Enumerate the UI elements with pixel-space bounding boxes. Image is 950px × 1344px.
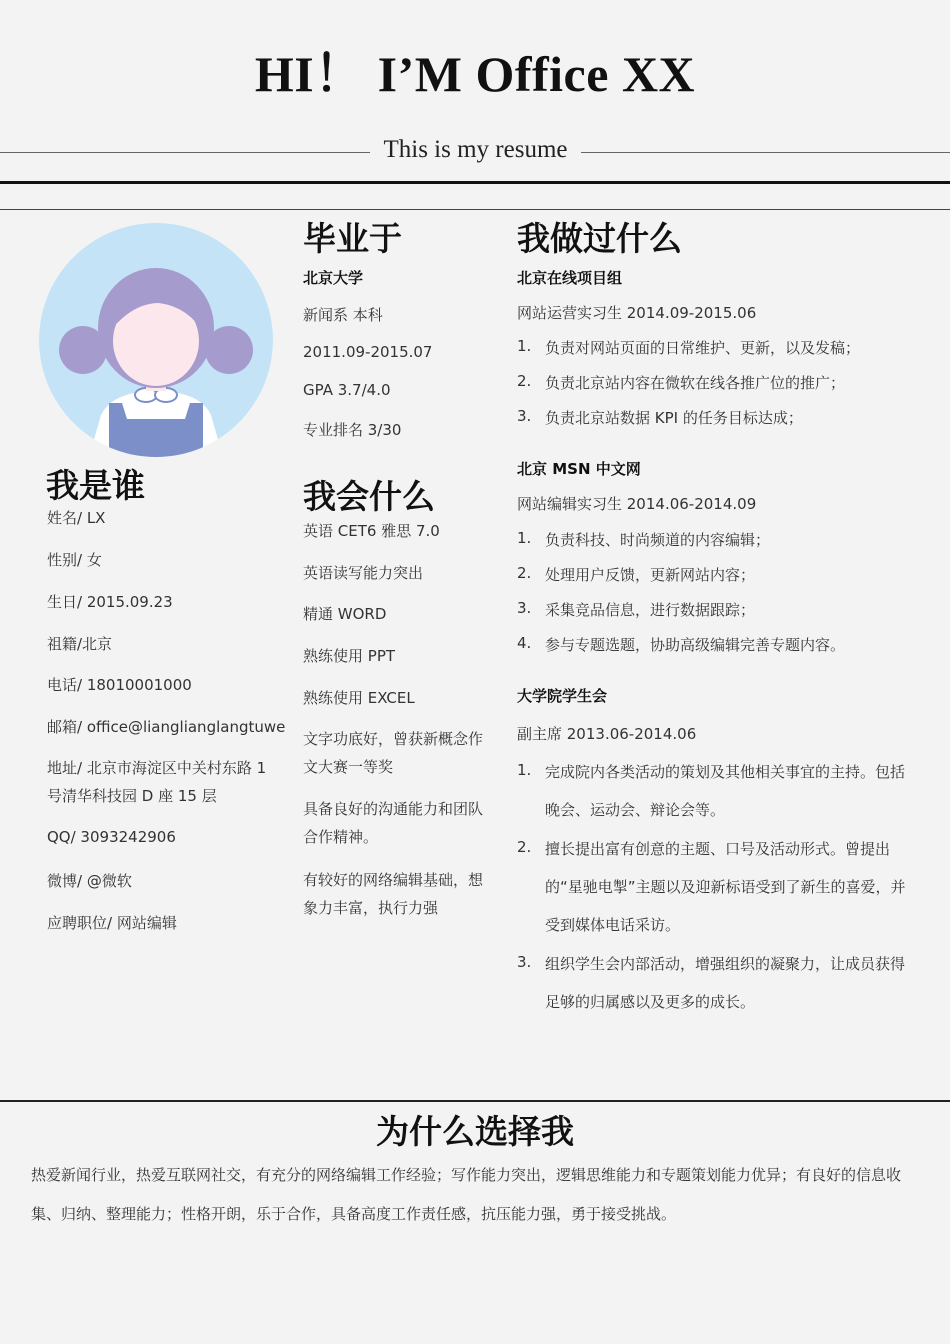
who-qq: QQ/ 3093242906 [47,828,176,846]
job-duty-text: 参与专题选题，协助高级编辑完善专题内容。 [545,636,846,654]
job-duty-number: 3. [517,953,532,971]
who-phone: 电话/ 18010001000 [47,676,192,694]
skill-english-rw: 英语读写能力突出 [303,564,424,582]
why-heading: 为什么选择我 [376,1112,574,1151]
skill-english-cert: 英语 CET6 雅思 7.0 [303,522,440,540]
education-gpa: GPA 3.7/4.0 [303,381,391,399]
skill-word: 精通 WORD [303,605,387,623]
job-role: 网站编辑实习生 2014.06-2014.09 [517,495,757,513]
job-org: 北京 MSN 中文网 [517,460,641,478]
who-name: 姓名/ LX [47,509,106,527]
job-duty-number: 2. [517,838,532,856]
job-duty-number: 3. [517,407,532,425]
job-duty-text: 擅长提出富有创意的主题、口号及活动形式。曾提出的“星驰电掣”主题以及迎新标语受到了新生的喜爱，并受到媒体电话采访。 [545,840,906,934]
resume-subtitle: This is my resume [383,136,568,163]
skill-excel: 熟练使用 EXCEL [303,689,415,707]
skill-editing: 有较好的网络编辑基础，想象力丰富，执行力强 [303,871,484,917]
resume-title: HI！ I’M Office XX [254,46,696,102]
footer-divider [0,1100,950,1102]
who-weibo: 微博/ @微软 [47,872,132,890]
job-role: 网站运营实习生 2014.09-2015.06 [517,304,757,322]
job-duty-number: 2. [517,564,532,582]
who-position: 应聘职位/ 网站编辑 [47,914,177,932]
job-duty-text: 采集竞品信息，进行数据跟踪； [545,601,756,619]
job-duty-number: 1. [517,761,532,779]
job-duty-text: 处理用户反馈，更新网站内容； [545,566,756,584]
job-duty-text: 负责北京站内容在微软在线各推广位的推广； [545,374,846,392]
avatar [39,223,273,457]
job-duty-number: 3. [517,599,532,617]
education-major: 新闻系 本科 [303,306,383,324]
job-org: 大学院学生会 [517,687,608,705]
subtitle-row [0,136,950,172]
skill-writing: 文字功底好，曾获新概念作文大赛一等奖 [303,730,484,776]
job-duty-text: 负责对网站页面的日常维护、更新，以及发稿； [545,339,861,357]
subtitle-rule-right [581,152,950,153]
who-birthday: 生日/ 2015.09.23 [47,593,173,611]
skills-heading: 我会什么 [303,477,435,516]
job-role: 副主席 2013.06-2014.06 [517,725,697,743]
job-duty-number: 1. [517,529,532,547]
subtitle-rule-left [0,152,370,153]
job-duty-text: 完成院内各类活动的策划及其他相关事宜的主持。包括晚会、运动会、辩论会等。 [545,763,906,819]
who-address: 地址/ 北京市海淀区中关村东路 1 号清华科技园 D 座 15 层 [47,759,267,805]
who-heading: 我是谁 [46,466,145,505]
education-rank: 专业排名 3/30 [303,421,402,439]
header-divider-thick [0,181,950,184]
skill-ppt: 熟练使用 PPT [303,647,396,665]
experience-heading: 我做过什么 [517,219,682,258]
education-school: 北京大学 [303,269,364,287]
job-duty-text: 负责科技、时尚频道的内容编辑； [545,531,771,549]
who-email: 邮箱/ office@lianglianglangtuwe [47,718,286,736]
job-duty-number: 4. [517,634,532,652]
job-duty-text: 负责北京站数据 KPI 的任务目标达成； [545,409,803,427]
why-text: 热爱新闻行业，热爱互联网社交，有充分的网络编辑工作经验；写作能力突出，逻辑思维能力和专题策划能力优异；有良好的信息收集、归纳、整理能力；性格开朗，乐于合作，具备高度工作责任感，抗压能力强，勇于接受挑战。 [31,1166,902,1223]
job-duty-number: 2. [517,372,532,390]
education-heading: 毕业于 [303,219,402,258]
who-gender: 性别/ 女 [47,551,102,569]
job-duty-text: 组织学生会内部活动，增强组织的凝聚力，让成员获得足够的归属感以及更多的成长。 [545,955,906,1011]
education-dates: 2011.09-2015.07 [303,343,433,361]
skill-communication: 具备良好的沟通能力和团队合作精神。 [303,800,484,846]
header-divider-thin [0,209,950,210]
job-org: 北京在线项目组 [517,269,623,287]
who-hometown: 祖籍/北京 [47,635,113,653]
job-duty-number: 1. [517,337,532,355]
